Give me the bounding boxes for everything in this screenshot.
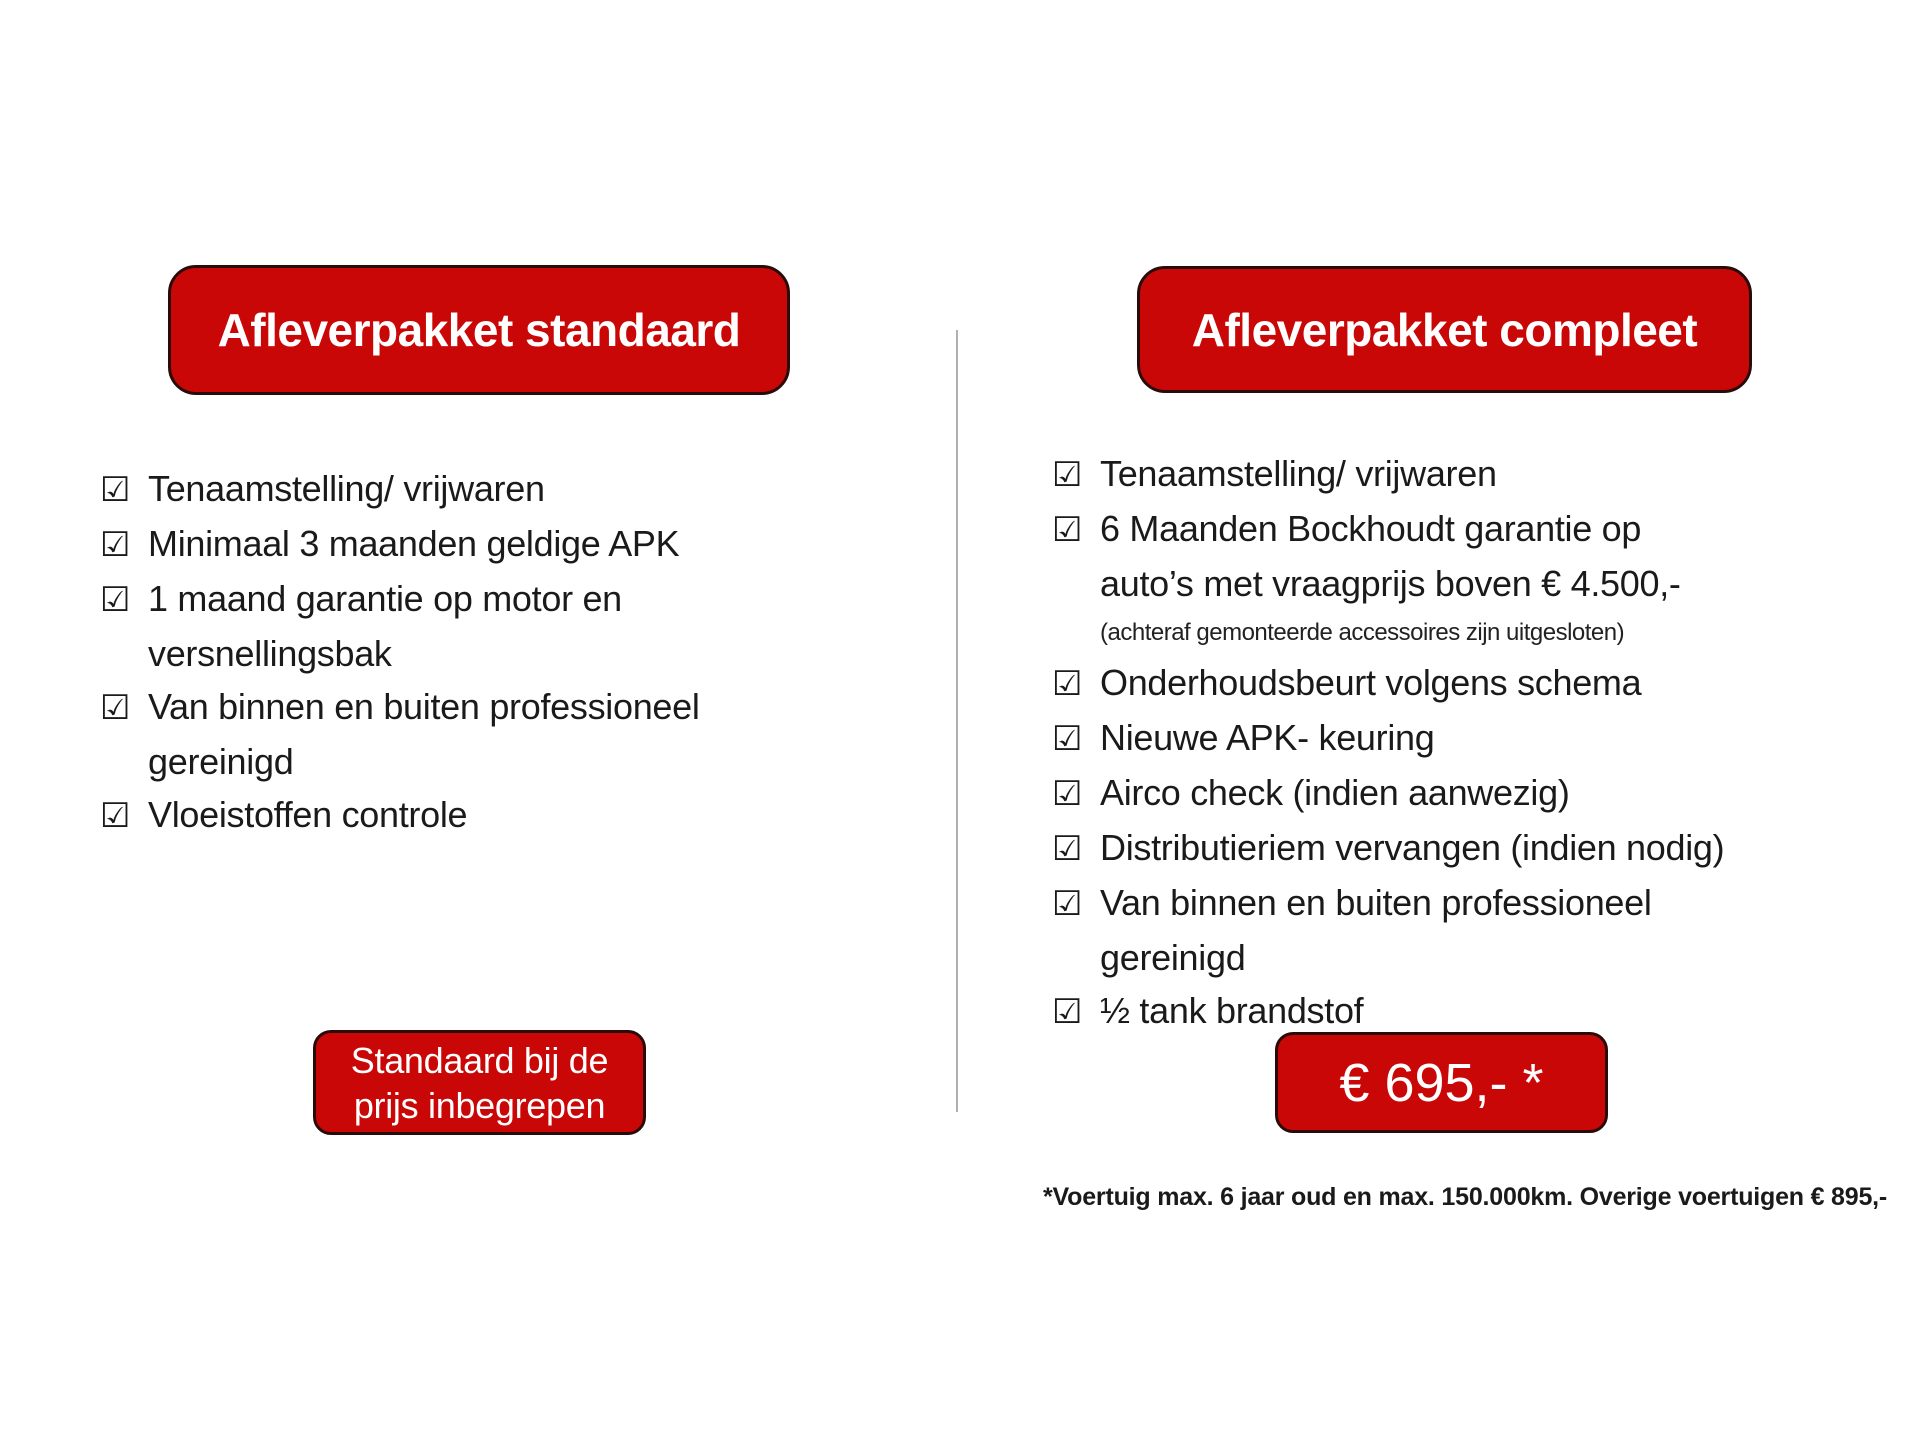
list-item	[1052, 876, 1724, 931]
checkbox-icon: ☑	[100, 526, 131, 564]
list-item-text: gereinigd	[1100, 937, 1246, 978]
list-item-footnote	[1052, 610, 1724, 656]
left-package-title: Afleverpakket standaard	[217, 304, 741, 356]
list-item-text: Tenaamstelling/ vrijwaren	[1100, 453, 1497, 494]
list-item-text: Airco check (indien aanwezig)	[1100, 772, 1570, 813]
left-package-header	[168, 265, 790, 395]
badge-line: Standaard bij de	[350, 1039, 609, 1081]
checkbox-icon: ☑	[1052, 830, 1083, 868]
list-item-text: Minimaal 3 maanden geldige APK	[148, 523, 680, 564]
checkbox-icon: ☑	[100, 471, 131, 509]
column-divider	[956, 330, 958, 1112]
right-feature-list	[1052, 447, 1724, 1039]
list-item-text: auto’s met vraagprijs boven € 4.500,-	[1100, 563, 1681, 604]
list-item-continuation	[1052, 931, 1724, 984]
list-item-text: 1 maand garantie op motor en	[148, 578, 622, 619]
checkbox-icon: ☑	[1052, 456, 1083, 494]
checkbox-icon: ☑	[100, 581, 131, 619]
checkbox-icon: ☑	[1052, 665, 1083, 703]
list-item-text: versnellingsbak	[148, 633, 392, 674]
list-item-text: (achteraf gemonteerde accessoires zijn uitgesloten)	[1100, 619, 1625, 646]
checkbox-icon: ☑	[1052, 885, 1083, 923]
checkbox-icon: ☑	[1052, 993, 1083, 1031]
list-item	[100, 788, 700, 843]
checkbox-icon: ☑	[1052, 511, 1083, 549]
list-item	[1052, 656, 1724, 711]
list-item	[1052, 766, 1724, 821]
right-package-title: Afleverpakket compleet	[1191, 303, 1698, 356]
price-badge	[1275, 1032, 1608, 1133]
list-item	[1052, 821, 1724, 876]
price-conditions-footnote: *Voertuig max. 6 jaar oud en max. 150.000km. Overige voertuigen € 895,-	[1043, 1183, 1888, 1211]
badge-line: prijs inbegrepen	[353, 1084, 606, 1126]
checkbox-icon: ☑	[100, 689, 131, 727]
checkbox-icon: ☑	[100, 797, 131, 835]
list-item	[1052, 711, 1724, 766]
list-item-text: Onderhoudsbeurt volgens schema	[1100, 662, 1642, 703]
list-item-text: Vloeistoffen controle	[148, 794, 468, 835]
list-item	[100, 462, 700, 517]
list-item-text: Nieuwe APK- keuring	[1100, 717, 1435, 758]
list-item	[100, 572, 700, 627]
price-text: € 695,- *	[1339, 1052, 1544, 1113]
list-item-text: Van binnen en buiten professioneel	[1100, 882, 1652, 923]
list-item	[1052, 447, 1724, 502]
included-in-price-badge	[313, 1030, 646, 1135]
list-item-continuation	[100, 735, 700, 788]
list-item-continuation	[1052, 557, 1724, 610]
list-item-text: Distributieriem vervangen (indien nodig)	[1100, 827, 1725, 868]
list-item-text: Van binnen en buiten professioneel	[148, 686, 700, 727]
list-item-text: Tenaamstelling/ vrijwaren	[148, 468, 545, 509]
list-item-continuation	[100, 627, 700, 680]
list-item	[1052, 984, 1724, 1039]
checkbox-icon: ☑	[1052, 775, 1083, 813]
list-item	[100, 680, 700, 735]
checkbox-icon: ☑	[1052, 720, 1083, 758]
list-item	[100, 517, 700, 572]
left-feature-list	[100, 462, 700, 843]
right-package-header	[1137, 266, 1752, 393]
list-item-text: gereinigd	[148, 741, 294, 782]
list-item-text: ½ tank brandstof	[1100, 990, 1364, 1031]
list-item	[1052, 502, 1724, 557]
list-item-text: 6 Maanden Bockhoudt garantie op	[1100, 508, 1642, 549]
